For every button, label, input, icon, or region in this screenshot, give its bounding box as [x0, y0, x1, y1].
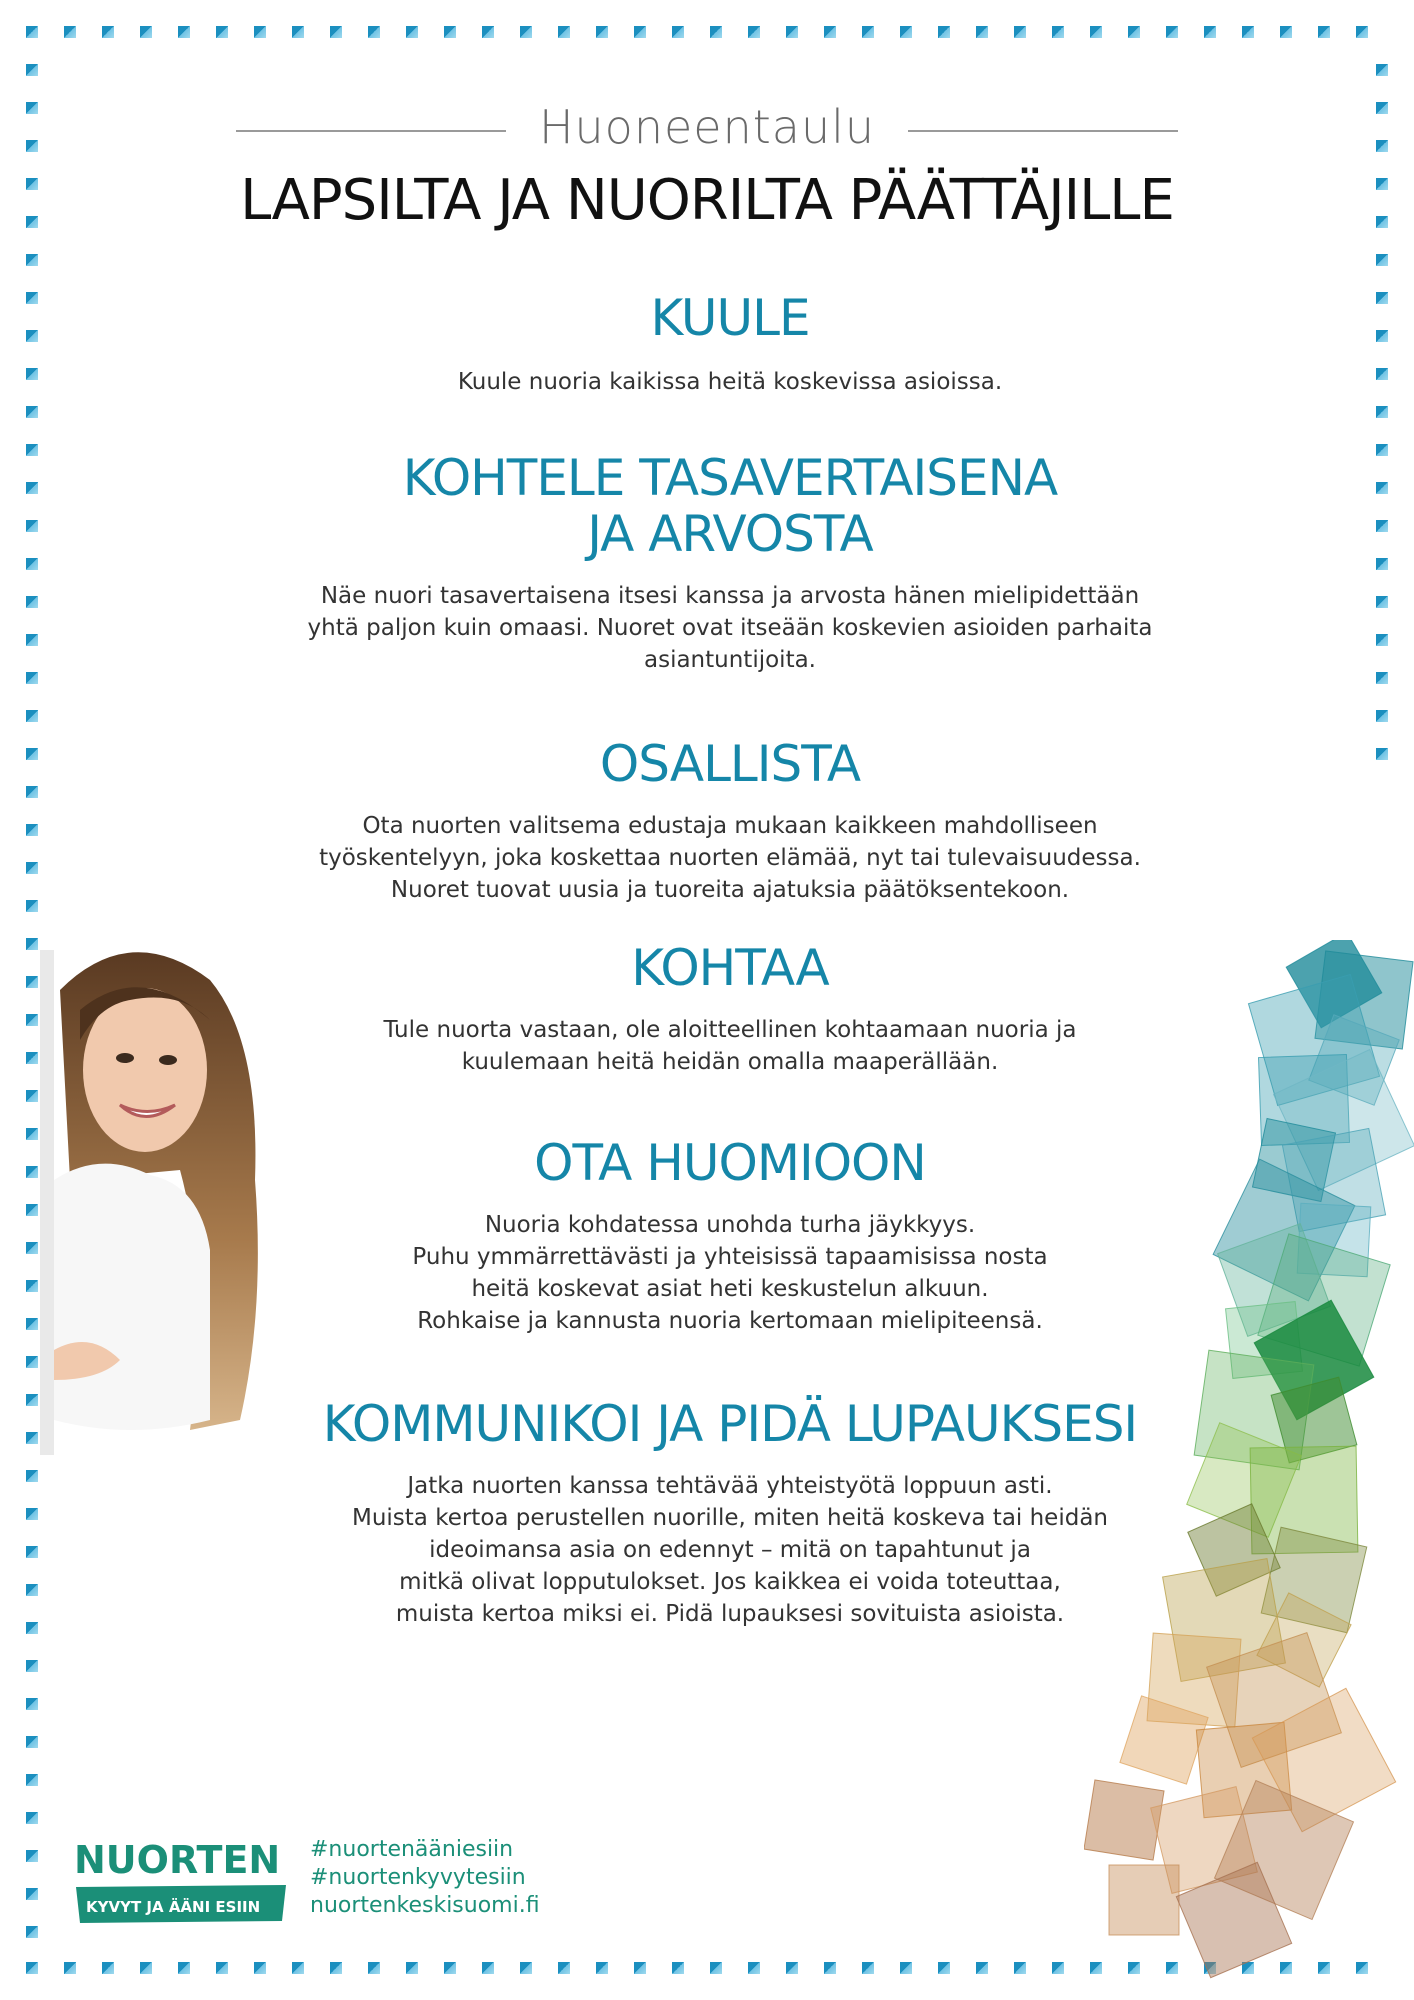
- frame-square: [710, 26, 722, 38]
- section-kohtaa: [280, 940, 1180, 1078]
- section-heading: OTA HUOMIOON: [534, 1134, 926, 1192]
- frame-square: [216, 26, 228, 38]
- section-body: Jatka nuorten kanssa tehtävää yhteistyötä loppuun asti. Muista kertoa perustellen nuorille, miten heitä koskeva tai heidän ideoimansa asia on edennyt – mitä on tapahtunut ja mitkä olivat lopputulokset. Jos kaikkea ei voida toteuttaa, muista kertoa miksi ei. Pidä lupauksesi sovituista asioista.: [351, 1473, 1108, 1627]
- frame-square: [824, 1962, 836, 1974]
- frame-square: [26, 1622, 38, 1634]
- frame-square: [26, 1432, 38, 1444]
- frame-square: [862, 26, 874, 38]
- frame-square: [292, 26, 304, 38]
- frame-square: [900, 26, 912, 38]
- frame-square: [26, 1508, 38, 1520]
- frame-square: [26, 1090, 38, 1102]
- frame-square: [26, 140, 38, 152]
- frame-square: [26, 1812, 38, 1824]
- frame-square: [1376, 64, 1388, 76]
- frame-square: [1052, 1962, 1064, 1974]
- section-kommunikoi: [250, 1396, 1210, 1630]
- website-link[interactable]: nuortenkeskisuomi.fi: [310, 1893, 540, 1918]
- frame-square: [520, 26, 532, 38]
- frame-square: [26, 292, 38, 304]
- frame-square: [26, 976, 38, 988]
- frame-square: [26, 1926, 38, 1938]
- frame-square: [26, 1204, 38, 1216]
- frame-square: [1376, 710, 1388, 722]
- subtitle: Huoneentaulu: [538, 100, 876, 154]
- section-body: Kuule nuoria kaikissa heitä koskevissa asioissa.: [457, 369, 1003, 395]
- frame-square: [26, 824, 38, 836]
- frame-square: [596, 1962, 608, 1974]
- frame-square: [900, 1962, 912, 1974]
- frame-square: [672, 26, 684, 38]
- frame-square: [292, 1962, 304, 1974]
- frame-square: [786, 1962, 798, 1974]
- frame-square: [1376, 254, 1388, 266]
- frame-square: [26, 1470, 38, 1482]
- frame-square: [368, 26, 380, 38]
- frame-square: [1376, 102, 1388, 114]
- section-body: Näe nuori tasavertaisena itsesi kanssa ja arvosta hänen mielipidettään yhtä paljon kuin omaasi. Nuoret ovat itseään koskevien asioiden parhaita asiantuntijoita.: [307, 583, 1153, 673]
- frame-square: [482, 1962, 494, 1974]
- frame-square: [330, 1962, 342, 1974]
- frame-square: [330, 26, 342, 38]
- section-heading: KOHTELE TASAVERTAISENA JA ARVOSTA: [402, 449, 1058, 563]
- frame-square: [1376, 330, 1388, 342]
- section-body: Nuoria kohdatessa unohda turha jäykkyys. Puhu ymmärrettävästi ja yhteisissä tapaamisissa nosta heitä koskevat asiat heti keskustelun alkuun. Rohkaise ja kannusta nuoria kertomaan mielipiteensä.: [412, 1212, 1048, 1334]
- frame-square: [406, 26, 418, 38]
- frame-square: [1376, 520, 1388, 532]
- frame-square: [1052, 26, 1064, 38]
- frame-square: [26, 1584, 38, 1596]
- frame-square: [444, 1962, 456, 1974]
- hashtag-aani[interactable]: #nuortenääniesiin: [310, 1837, 514, 1862]
- frame-square: [1014, 1962, 1026, 1974]
- frame-square: [26, 1660, 38, 1672]
- frame-square: [482, 26, 494, 38]
- frame-square: [1376, 672, 1388, 684]
- frame-square: [26, 1280, 38, 1292]
- section-heading: KOMMUNIKOI JA PIDÄ LUPAUKSESI: [322, 1395, 1138, 1453]
- hashtag-kyvyt[interactable]: #nuortenkyvytesiin: [310, 1865, 526, 1890]
- frame-square: [216, 1962, 228, 1974]
- frame-square: [1128, 26, 1140, 38]
- frame-square: [26, 862, 38, 874]
- frame-square: [26, 1698, 38, 1710]
- section-body: Tule nuorta vastaan, ole aloitteellinen kohtaamaan nuoria ja kuulemaan heitä heidän omalla maaperällään.: [383, 1017, 1077, 1075]
- frame-square: [26, 254, 38, 266]
- frame-square: [26, 1546, 38, 1558]
- frame-square: [368, 1962, 380, 1974]
- frame-square: [26, 1774, 38, 1786]
- frame-square: [748, 1962, 760, 1974]
- frame-square: [26, 1850, 38, 1862]
- frame-square: [862, 1962, 874, 1974]
- frame-square: [634, 1962, 646, 1974]
- frame-square: [26, 1128, 38, 1140]
- frame-square: [1376, 748, 1388, 760]
- frame-square: [26, 102, 38, 114]
- frame-square: [26, 1166, 38, 1178]
- section-heading: KOHTAA: [631, 939, 829, 997]
- woman-photo: [40, 950, 285, 1455]
- frame-square: [102, 1962, 114, 1974]
- frame-square: [26, 1318, 38, 1330]
- frame-square: [558, 1962, 570, 1974]
- section-body: Ota nuorten valitsema edustaja mukaan kaikkeen mahdolliseen työskentelyyn, joka koskettaa nuorten elämää, nyt tai tulevaisuudessa. Nuoret tuovat uusia ja tuoreita ajatuksia päätöksentekoon.: [319, 813, 1141, 903]
- section-osallista: [280, 736, 1180, 906]
- subtitle-row: [236, 100, 1178, 160]
- frame-square: [26, 672, 38, 684]
- frame-square: [710, 1962, 722, 1974]
- section-kuule: [280, 290, 1180, 398]
- frame-square: [824, 26, 836, 38]
- subtitle-divider-right: [908, 130, 1178, 132]
- logo-word: NUORTEN: [74, 1838, 281, 1882]
- frame-square: [26, 1014, 38, 1026]
- frame-square: [26, 710, 38, 722]
- frame-square: [64, 1962, 76, 1974]
- frame-square: [26, 1394, 38, 1406]
- section-heading: OSALLISTA: [599, 735, 861, 793]
- frame-square: [938, 1962, 950, 1974]
- frame-square: [596, 26, 608, 38]
- frame-square: [1204, 26, 1216, 38]
- frame-square: [976, 1962, 988, 1974]
- frame-square: [1376, 292, 1388, 304]
- frame-square: [406, 1962, 418, 1974]
- frame-square: [26, 558, 38, 570]
- nuorten-logo: [72, 1835, 292, 1925]
- frame-square: [1376, 558, 1388, 570]
- frame-square: [26, 1888, 38, 1900]
- frame-square: [26, 634, 38, 646]
- frame-square: [672, 1962, 684, 1974]
- section-heading: KUULE: [650, 289, 810, 347]
- frame-square: [748, 26, 760, 38]
- frame-square: [26, 1052, 38, 1064]
- frame-square: [1376, 596, 1388, 608]
- frame-square: [1376, 634, 1388, 646]
- frame-square: [254, 1962, 266, 1974]
- frame-square: [26, 938, 38, 950]
- frame-square: [26, 406, 38, 418]
- frame-square: [26, 1242, 38, 1254]
- frame-square: [26, 748, 38, 760]
- frame-square: [26, 64, 38, 76]
- frame-square: [1356, 26, 1368, 38]
- frame-square: [26, 1962, 38, 1974]
- frame-square: [786, 26, 798, 38]
- logo-tagline: KYVYT JA ÄÄNI ESIIN: [86, 1898, 261, 1916]
- frame-square: [140, 1962, 152, 1974]
- frame-square: [26, 900, 38, 912]
- frame-square: [26, 330, 38, 342]
- frame-square: [26, 786, 38, 798]
- frame-square: [558, 26, 570, 38]
- frame-square: [26, 1736, 38, 1748]
- frame-square: [1376, 482, 1388, 494]
- frame-square: [1280, 26, 1292, 38]
- footer-tags: [310, 1836, 540, 1920]
- frame-square: [26, 596, 38, 608]
- section-kohtele: [280, 450, 1180, 676]
- frame-square: [178, 26, 190, 38]
- frame-square: [26, 368, 38, 380]
- frame-square: [64, 26, 76, 38]
- frame-square: [178, 1962, 190, 1974]
- frame-square: [938, 26, 950, 38]
- frame-square: [1318, 26, 1330, 38]
- frame-square: [520, 1962, 532, 1974]
- frame-square: [1090, 26, 1102, 38]
- frame-square: [1014, 26, 1026, 38]
- frame-square: [1376, 140, 1388, 152]
- frame-square: [102, 26, 114, 38]
- decorative-square: [1084, 1780, 1164, 1860]
- decorative-squares: [1084, 940, 1414, 2000]
- frame-square: [1376, 368, 1388, 380]
- section-ota-huomioon: [280, 1135, 1180, 1337]
- frame-square: [444, 26, 456, 38]
- frame-square: [26, 482, 38, 494]
- frame-square: [26, 444, 38, 456]
- page-title: LAPSILTA JA NUORILTA PÄÄTTÄJILLE: [240, 168, 1174, 233]
- frame-square: [1376, 406, 1388, 418]
- frame-square: [976, 26, 988, 38]
- decorative-square: [1109, 1865, 1179, 1935]
- frame-square: [254, 26, 266, 38]
- frame-square: [1376, 444, 1388, 456]
- frame-square: [140, 26, 152, 38]
- frame-square: [26, 520, 38, 532]
- frame-square: [26, 26, 38, 38]
- frame-square: [26, 1356, 38, 1368]
- frame-square: [634, 26, 646, 38]
- frame-square: [1166, 26, 1178, 38]
- frame-square: [1242, 26, 1254, 38]
